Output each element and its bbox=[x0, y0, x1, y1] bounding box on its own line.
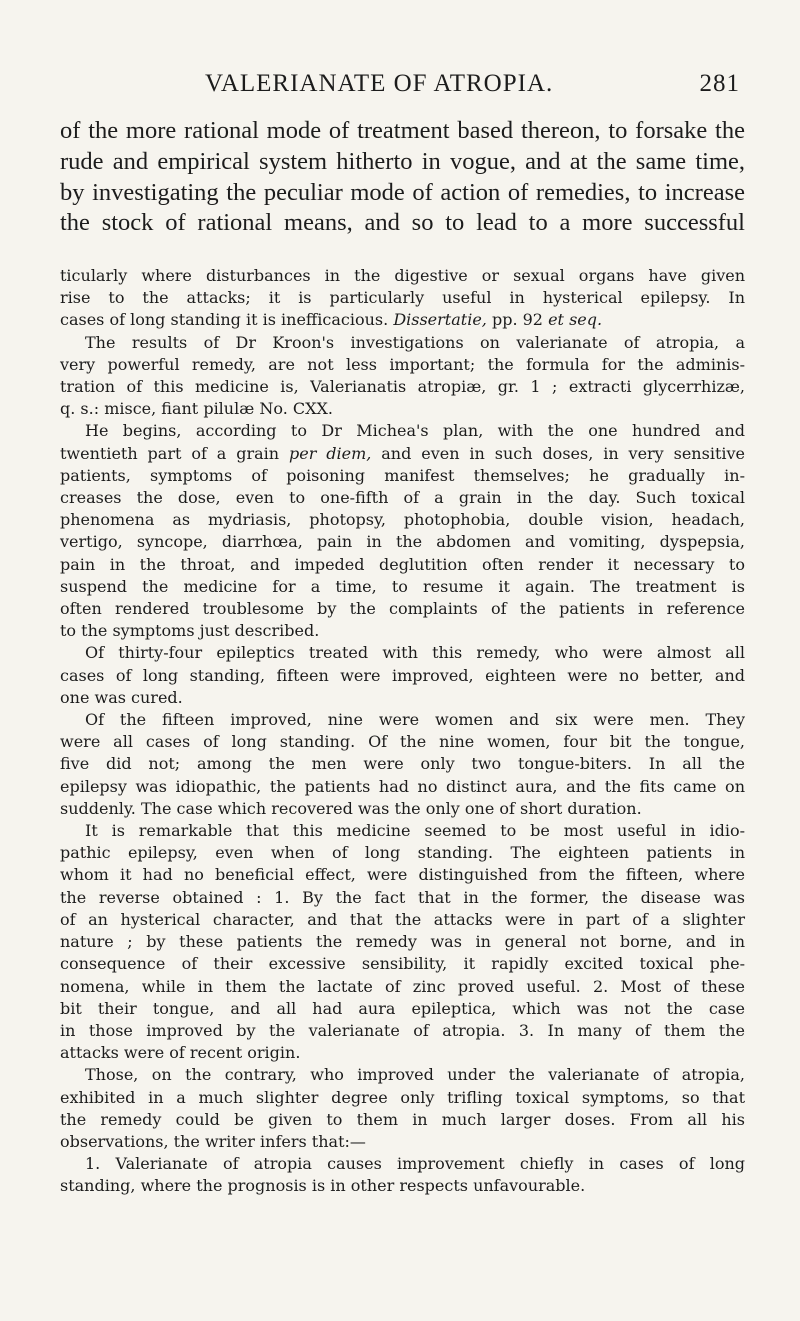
text-line: creases the dose, even to one-fifth of a grain in the day. Such toxical bbox=[60, 488, 745, 508]
text-line: tration of this medicine is, Valerianatis atropiæ, gr. 1 ; extracti glycerrhizæ, bbox=[60, 377, 745, 397]
text-line: patients, symptoms of poisoning manifest themselves; he gradually in- bbox=[60, 465, 745, 485]
text-line: to the symptoms just described. bbox=[60, 621, 320, 641]
text-line: nature ; by these patients the remedy was in general not borne, and in bbox=[60, 932, 745, 952]
text-line: observations, the writer infers that:— bbox=[60, 1131, 366, 1151]
text-line: of the more rational mode of treatment based thereon, to forsake the bbox=[60, 117, 745, 144]
text-line: attacks were of recent origin. bbox=[60, 1043, 301, 1063]
running-head bbox=[205, 70, 740, 104]
text-line: very powerful remedy, are not less important; the formula for the adminis- bbox=[60, 354, 745, 374]
text-line: one was cured. bbox=[60, 687, 183, 707]
citation-title: Dissertatie, bbox=[393, 310, 487, 330]
text-line: 1. Valerianate of atropia causes improvement chiefly in cases of long bbox=[85, 1154, 745, 1174]
text-line: suspend the medicine for a time, to resume it again. The treatment is bbox=[60, 576, 745, 596]
text-span: twentieth part of a grain bbox=[60, 443, 280, 463]
citation-et-seq: et seq. bbox=[548, 310, 603, 330]
text-line: by investigating the peculiar mode of action of remedies, to increase bbox=[60, 178, 745, 206]
lead-paragraph bbox=[60, 116, 745, 239]
text-line bbox=[60, 443, 745, 465]
text-line: the stock of rational means, and so to lead to a more successful bbox=[60, 209, 745, 237]
text-line: standing, where the prognosis is in other respects unfavourable. bbox=[60, 1176, 586, 1196]
text-span: and even in such doses, in very sensitive bbox=[381, 443, 745, 463]
text-line: whom it had no beneficial effect, were distinguished from the fifteen, where bbox=[60, 865, 745, 885]
latin-phrase: per diem, bbox=[288, 443, 372, 463]
text-line: five did not; among the men were only two tongue-biters. In all the bbox=[60, 754, 745, 774]
text-line: phenomena as mydriasis, photopsy, photophobia, double vision, headach, bbox=[60, 510, 745, 530]
text-line: the reverse obtained : 1. By the fact that in the former, the disease was bbox=[60, 887, 745, 907]
text-line: Those, on the contrary, who improved under the valerianate of atropia, bbox=[85, 1065, 745, 1085]
text-line: The results of Dr Kroon's investigations on valerianate of atropia, a bbox=[85, 332, 745, 352]
page-number: 281 bbox=[699, 70, 740, 97]
text-line: It is remarkable that this medicine seemed to be most useful in idio- bbox=[85, 821, 745, 841]
running-title: VALERIANATE OF ATROPIA. bbox=[205, 70, 554, 97]
text-line: in those improved by the valerianate of atropia. 3. In many of them the bbox=[60, 1020, 745, 1040]
text-line: rise to the attacks; it is particularly useful in hysterical epilepsy. In bbox=[60, 288, 745, 308]
text-span: cases of long standing it is inefficacious. bbox=[60, 310, 389, 330]
text-line: q. s.: misce, fiant pilulæ No. CXX. bbox=[60, 399, 333, 419]
text-span: pp. 92 bbox=[491, 310, 543, 330]
text-line: Of the fifteen improved, nine were women and six were men. They bbox=[85, 710, 745, 730]
text-line: vertigo, syncope, diarrhœa, pain in the abdomen and vomiting, dyspepsia, bbox=[60, 532, 745, 552]
text-line: ticularly where disturbances in the digestive or sexual organs have given bbox=[60, 266, 745, 285]
text-line: bit their tongue, and all had aura epileptica, which was not the case bbox=[60, 998, 745, 1018]
text-line: of an hysterical character, and that the attacks were in part of a slighter bbox=[60, 909, 745, 929]
text-line: suddenly. The case which recovered was the only one of short duration. bbox=[60, 798, 642, 818]
text-line: cases of long standing, fifteen were improved, eighteen were no better, and bbox=[60, 665, 745, 685]
text-line: the remedy could be given to them in much larger doses. From all his bbox=[60, 1109, 745, 1129]
text-line: He begins, according to Dr Michea's plan, with the one hundred and bbox=[85, 421, 745, 441]
text-line: nomena, while in them the lactate of zinc proved useful. 2. Most of these bbox=[60, 976, 745, 996]
text-line: epilepsy was idiopathic, the patients had no distinct aura, and the fits came on bbox=[60, 776, 745, 796]
text-line: often rendered troublesome by the complaints of the patients in reference bbox=[60, 599, 745, 619]
text-line: pain in the throat, and impeded deglutition often render it necessary to bbox=[60, 554, 745, 574]
text-line: exhibited in a much slighter degree only trifling toxical symptoms, so that bbox=[60, 1087, 745, 1107]
text-line: were all cases of long standing. Of the nine women, four bit the tongue, bbox=[60, 732, 745, 752]
text-line: consequence of their excessive sensibility, it rapidly excited toxical phe- bbox=[60, 954, 745, 974]
footnote-text bbox=[60, 265, 745, 1198]
text-line: Of thirty-four epileptics treated with this remedy, who were almost all bbox=[85, 643, 745, 663]
text-line: rude and empirical system hitherto in vogue, and at the same time, bbox=[60, 147, 745, 175]
text-line: pathic epilepsy, even when of long standing. The eighteen patients in bbox=[60, 843, 745, 863]
text-line bbox=[60, 309, 745, 331]
